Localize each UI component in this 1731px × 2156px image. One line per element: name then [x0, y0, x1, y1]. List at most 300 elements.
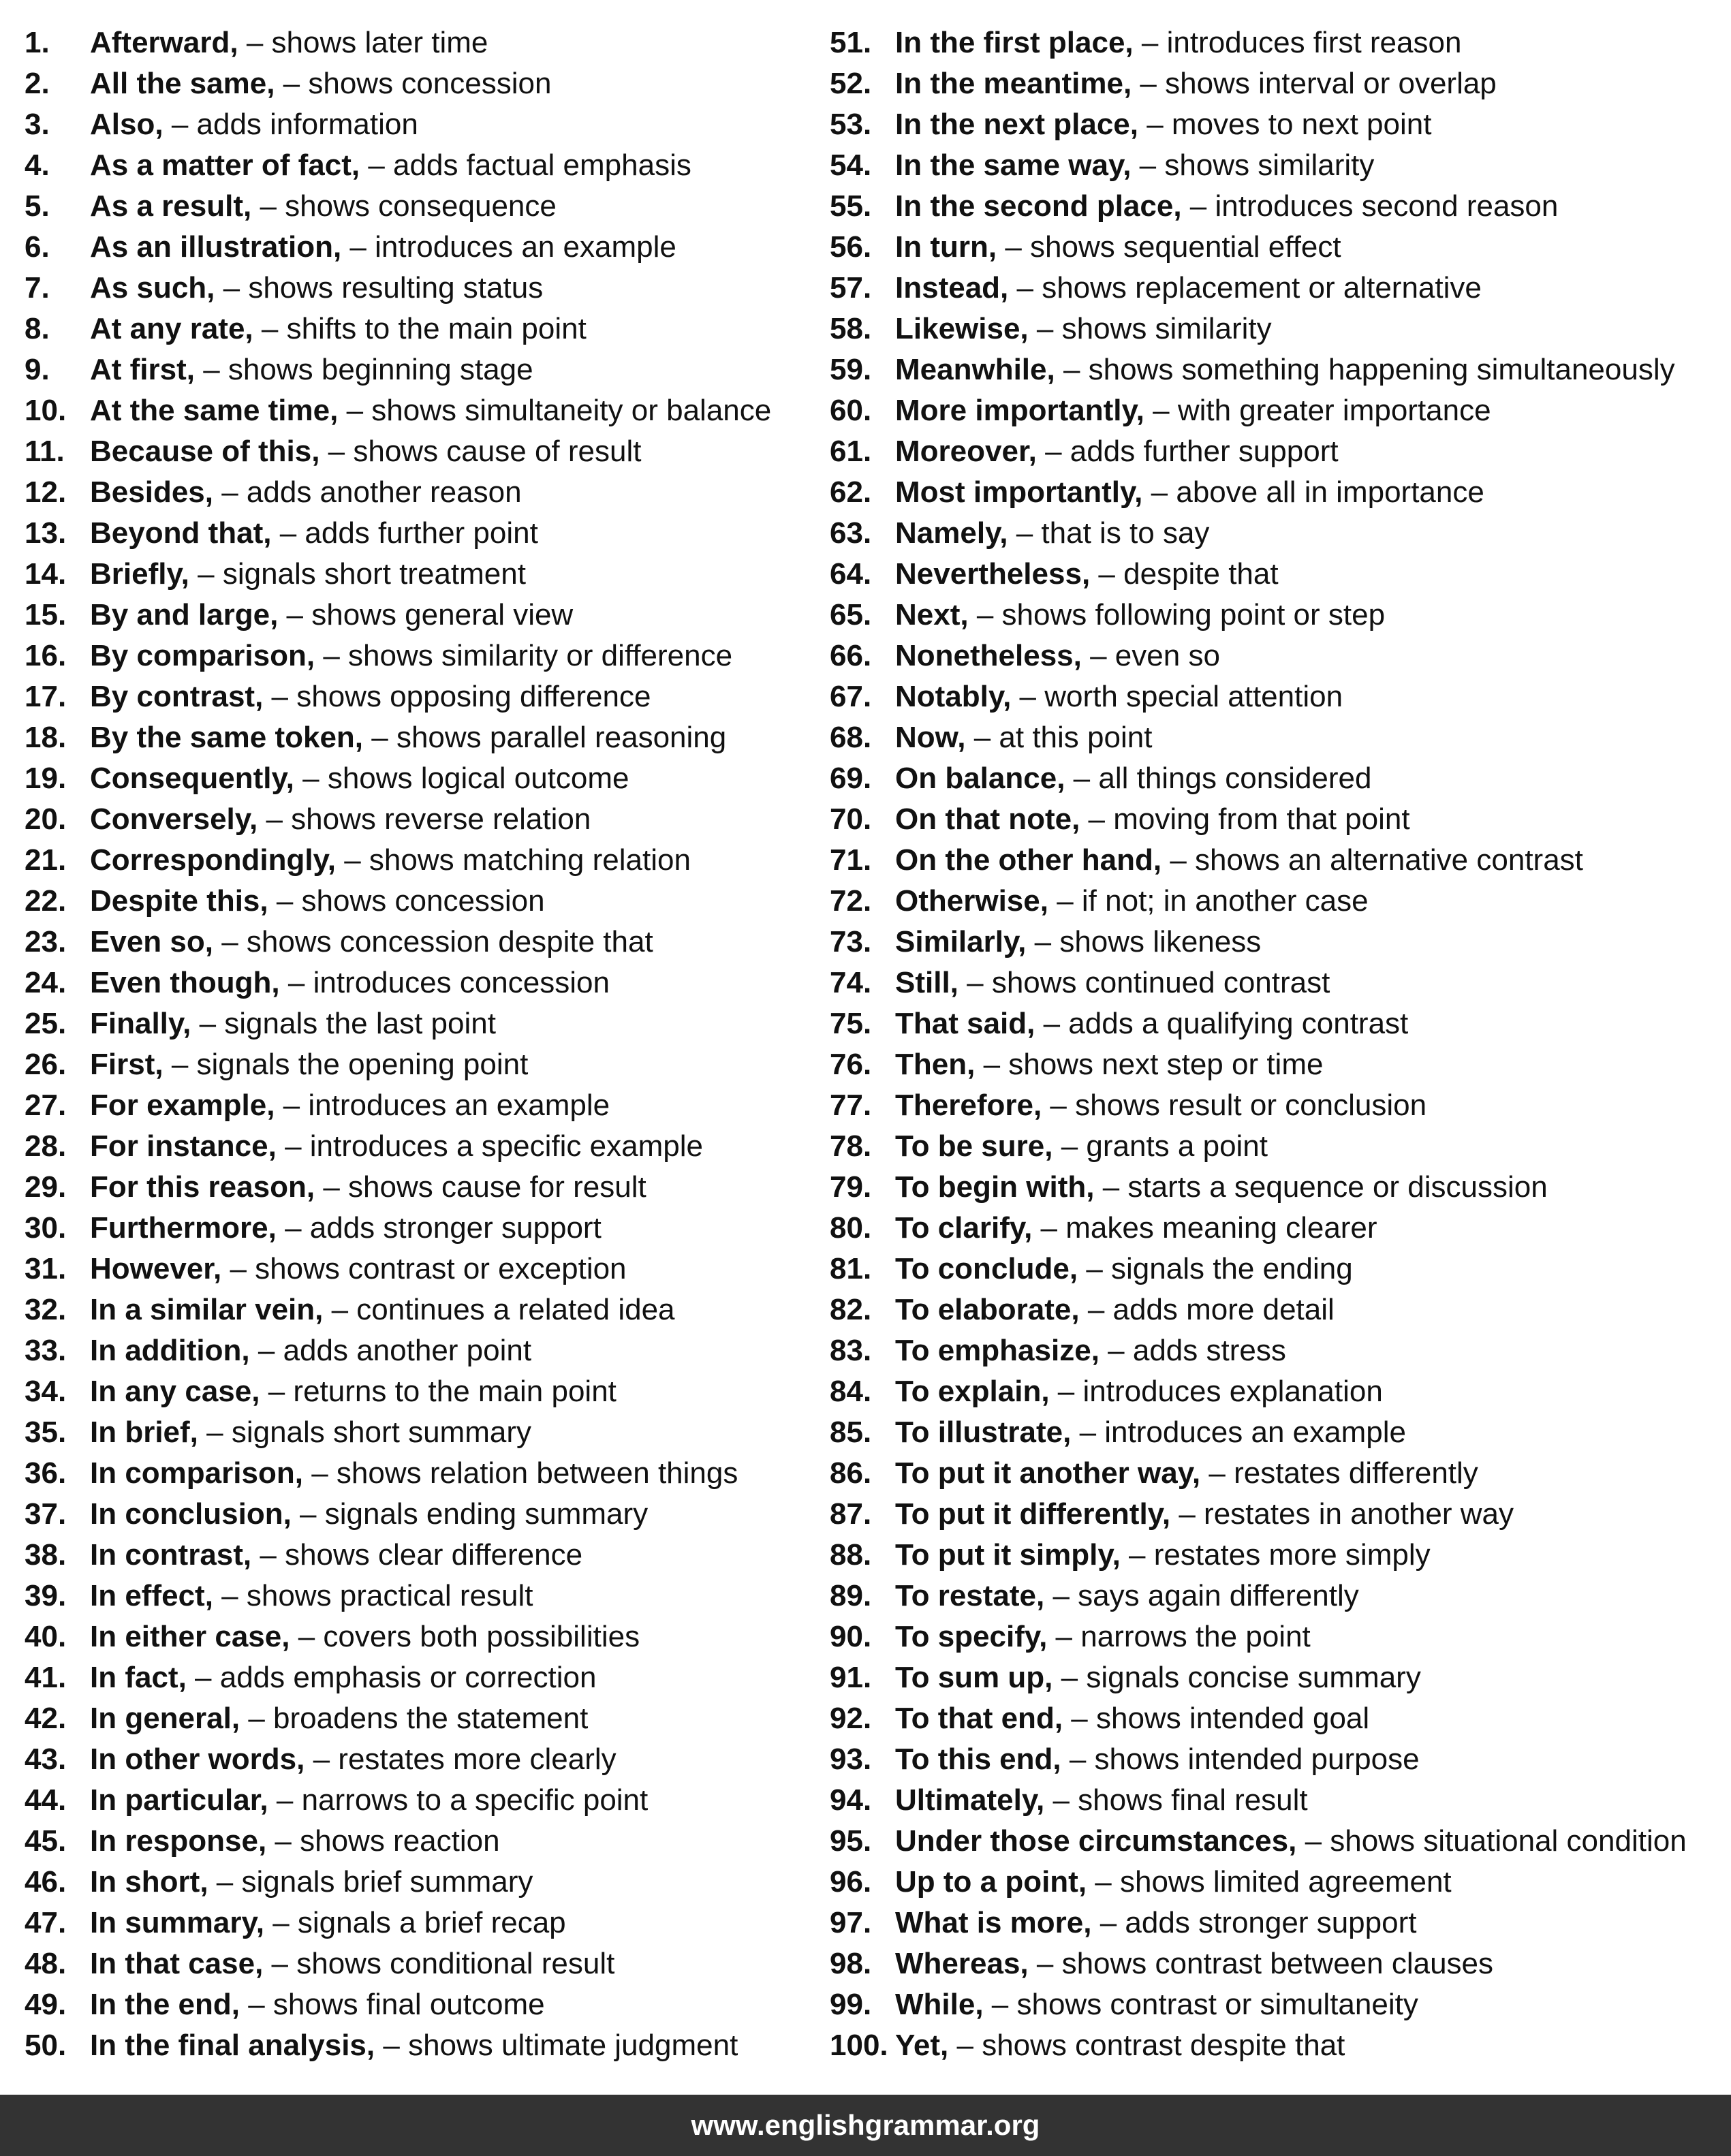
term-description: – shows an alternative contrast — [1170, 843, 1583, 877]
item-number: 52. — [830, 67, 872, 100]
transition-term: Under those circumstances, — [895, 1824, 1297, 1858]
term-description: – signals a brief recap — [272, 1906, 566, 1939]
term-description: – shows limited agreement — [1095, 1865, 1452, 1899]
list-item — [830, 1494, 1729, 1535]
transition-term: For example, — [90, 1089, 275, 1122]
item-number: 74. — [830, 966, 872, 999]
term-description: – shows contrast or simultaneity — [991, 1988, 1418, 2021]
transition-term: For instance, — [90, 1129, 277, 1163]
term-description: – covers both possibilities — [298, 1620, 640, 1653]
item-number: 7. — [25, 271, 50, 304]
transition-term: To that end, — [895, 1702, 1063, 1735]
list-item — [830, 1003, 1729, 1044]
term-description: – worth special attention — [1019, 680, 1343, 713]
transition-term: In turn, — [895, 230, 997, 264]
list-item — [830, 636, 1729, 676]
item-number: 56. — [830, 230, 872, 264]
list-item — [25, 1616, 822, 1657]
item-number: 39. — [25, 1579, 67, 1612]
item-number: 35. — [25, 1416, 67, 1449]
term-description: – returns to the main point — [268, 1375, 617, 1408]
list-item — [830, 1290, 1729, 1330]
list-item — [25, 1085, 822, 1126]
list-item — [25, 840, 822, 881]
transition-term: Now, — [895, 721, 966, 754]
transition-term: To conclude, — [895, 1252, 1078, 1285]
item-number: 97. — [830, 1906, 872, 1939]
transition-term: In the final analysis, — [90, 2029, 375, 2062]
list-item — [830, 1780, 1729, 1821]
list-item — [25, 1167, 822, 1208]
term-description: – shows relation between things — [311, 1456, 738, 1490]
item-number: 83. — [830, 1334, 872, 1367]
term-description: – shows continued contrast — [967, 966, 1330, 999]
term-description: – adds more detail — [1087, 1293, 1335, 1326]
term-description: – shows concession despite that — [221, 925, 653, 958]
transition-term: To sum up, — [895, 1661, 1053, 1694]
term-description: – signals the last point — [199, 1007, 496, 1040]
list-item — [25, 1126, 822, 1167]
term-description: – narrows the point — [1055, 1620, 1311, 1653]
list-item — [25, 1044, 822, 1085]
transition-term: To specify, — [895, 1620, 1048, 1653]
term-description: – adds further point — [279, 516, 538, 550]
term-description: – adds factual emphasis — [368, 149, 691, 182]
item-number: 22. — [25, 884, 67, 918]
list-item — [830, 309, 1729, 349]
term-description: – shows reaction — [275, 1824, 500, 1858]
transition-term: Still, — [895, 966, 958, 999]
transition-term: In the second place, — [895, 189, 1182, 223]
transition-term: What is more, — [895, 1906, 1092, 1939]
transition-term: For this reason, — [90, 1170, 315, 1204]
item-number: 28. — [25, 1129, 67, 1163]
transition-term: In a similar vein, — [90, 1293, 324, 1326]
item-number: 51. — [830, 26, 872, 59]
item-number: 15. — [25, 598, 67, 631]
item-number: 10. — [25, 394, 67, 427]
term-description: – despite that — [1098, 557, 1279, 591]
item-number: 86. — [830, 1456, 872, 1490]
list-item — [25, 63, 822, 104]
transition-term: To be sure, — [895, 1129, 1053, 1163]
item-number: 60. — [830, 394, 872, 427]
list-item — [830, 390, 1729, 431]
list-item — [25, 1984, 822, 2025]
list-item — [830, 1126, 1729, 1167]
transition-term: To put it differently, — [895, 1497, 1171, 1531]
list-item — [25, 799, 822, 840]
term-description: – shifts to the main point — [261, 312, 587, 345]
item-number: 37. — [25, 1497, 67, 1531]
item-number: 49. — [25, 1988, 67, 2021]
item-number: 68. — [830, 721, 872, 754]
list-item — [25, 309, 822, 349]
list-item — [830, 104, 1729, 145]
transition-term: In effect, — [90, 1579, 213, 1612]
footer-website: www.englishgrammar.org — [691, 2109, 1040, 2141]
transition-term: By contrast, — [90, 680, 264, 713]
transition-term: In comparison, — [90, 1456, 303, 1490]
list-item — [830, 840, 1729, 881]
item-number: 50. — [25, 2029, 67, 2062]
transition-term: Namely, — [895, 516, 1008, 550]
term-description: – shows later time — [246, 26, 488, 59]
term-description: – signals brief summary — [216, 1865, 533, 1899]
transition-term: In short, — [90, 1865, 208, 1899]
list-item — [830, 1576, 1729, 1616]
item-number: 36. — [25, 1456, 67, 1490]
item-number: 62. — [830, 475, 872, 509]
term-description: – shows similarity or difference — [323, 639, 733, 672]
list-item — [830, 227, 1729, 268]
list-item — [830, 1616, 1729, 1657]
item-number: 63. — [830, 516, 872, 550]
list-item — [25, 881, 822, 922]
term-description: – shows likeness — [1034, 925, 1262, 958]
item-number: 20. — [25, 802, 67, 836]
list-item — [830, 22, 1729, 63]
term-description: – with greater importance — [1153, 394, 1491, 427]
term-description: – shows similarity — [1139, 149, 1375, 182]
item-number: 4. — [25, 149, 50, 182]
list-item — [25, 717, 822, 758]
term-description: – introduces first reason — [1141, 26, 1462, 59]
list-item — [25, 595, 822, 636]
transition-term: By and large, — [90, 598, 279, 631]
list-item — [830, 1044, 1729, 1085]
term-description: – shows contrast despite that — [956, 2029, 1345, 2062]
list-item — [830, 922, 1729, 963]
transition-term: Beyond that, — [90, 516, 272, 550]
transition-term: In addition, — [90, 1334, 250, 1367]
list-item — [25, 1576, 822, 1616]
transition-term: To explain, — [895, 1375, 1050, 1408]
list-item — [25, 1698, 822, 1739]
item-number: 98. — [830, 1947, 872, 1980]
term-description: – adds information — [171, 108, 418, 141]
item-number: 44. — [25, 1783, 67, 1817]
item-number: 40. — [25, 1620, 67, 1653]
transition-term: That said, — [895, 1007, 1035, 1040]
term-description: – narrows to a specific point — [276, 1783, 649, 1817]
list-item — [25, 1780, 822, 1821]
term-description: – shows contrast between clauses — [1036, 1947, 1494, 1980]
transition-term: Next, — [895, 598, 969, 631]
item-number: 100. — [830, 2029, 888, 2062]
transition-term: Consequently, — [90, 762, 294, 795]
transition-term: In summary, — [90, 1906, 264, 1939]
list-item — [830, 1167, 1729, 1208]
item-number: 84. — [830, 1375, 872, 1408]
list-item — [830, 717, 1729, 758]
list-item — [830, 513, 1729, 554]
list-item — [25, 431, 822, 472]
transition-term: In the next place, — [895, 108, 1138, 141]
item-number: 58. — [830, 312, 872, 345]
item-number: 8. — [25, 312, 50, 345]
item-number: 93. — [830, 1743, 872, 1776]
item-number: 70. — [830, 802, 872, 836]
list-item — [25, 1494, 822, 1535]
item-number: 92. — [830, 1702, 872, 1735]
transition-term: In particular, — [90, 1783, 268, 1817]
term-description: – makes meaning clearer — [1040, 1211, 1377, 1245]
term-description: – at this point — [973, 721, 1153, 754]
list-item — [830, 963, 1729, 1003]
term-description: – shows clear difference — [260, 1538, 583, 1572]
item-number: 34. — [25, 1375, 67, 1408]
transition-term: In fact, — [90, 1661, 187, 1694]
transition-term: Nonetheless, — [895, 639, 1082, 672]
term-description: – shows beginning stage — [203, 353, 533, 386]
transition-term: In contrast, — [90, 1538, 252, 1572]
transition-term: To restate, — [895, 1579, 1045, 1612]
item-number: 54. — [830, 149, 872, 182]
item-number: 2. — [25, 67, 50, 100]
transition-term: Even though, — [90, 966, 280, 999]
list-item — [830, 1085, 1729, 1126]
term-description: – shows sequential effect — [1005, 230, 1341, 264]
transition-term: To begin with, — [895, 1170, 1095, 1204]
term-description: – introduces a specific example — [285, 1129, 703, 1163]
item-number: 1. — [25, 26, 50, 59]
item-number: 13. — [25, 516, 67, 550]
term-description: – restates more simply — [1129, 1538, 1431, 1572]
list-item — [830, 1903, 1729, 1943]
transition-term: Even so, — [90, 925, 213, 958]
item-number: 71. — [830, 843, 872, 877]
transition-term: In any case, — [90, 1375, 260, 1408]
list-item — [25, 22, 822, 63]
term-description: – shows final outcome — [248, 1988, 545, 2021]
item-number: 16. — [25, 639, 67, 672]
list-item — [25, 1862, 822, 1903]
item-number: 89. — [830, 1579, 872, 1612]
list-item — [830, 1412, 1729, 1453]
list-item — [25, 227, 822, 268]
term-description: – shows consequence — [260, 189, 557, 223]
transition-term: First, — [90, 1048, 163, 1081]
transition-term: At the same time, — [90, 394, 339, 427]
item-number: 31. — [25, 1252, 67, 1285]
list-item — [830, 1371, 1729, 1412]
item-number: 72. — [830, 884, 872, 918]
item-number: 78. — [830, 1129, 872, 1163]
term-description: – signals short treatment — [198, 557, 526, 591]
term-description: – introduces concession — [287, 966, 610, 999]
term-description: – continues a related idea — [331, 1293, 675, 1326]
transition-term: Briefly, — [90, 557, 189, 591]
transition-term: Otherwise, — [895, 884, 1048, 918]
term-description: – if not; in another case — [1057, 884, 1369, 918]
transition-term: All the same, — [90, 67, 275, 100]
term-description: – introduces an example — [1079, 1416, 1406, 1449]
item-number: 57. — [830, 271, 872, 304]
term-description: – broadens the statement — [248, 1702, 589, 1735]
term-description: – shows contrast or exception — [230, 1252, 627, 1285]
item-number: 90. — [830, 1620, 872, 1653]
list-item — [25, 1371, 822, 1412]
list-item — [830, 758, 1729, 799]
item-number: 55. — [830, 189, 872, 223]
term-description: – introduces an example — [283, 1089, 610, 1122]
term-description: – shows situational condition — [1305, 1824, 1687, 1858]
transition-term: Furthermore, — [90, 1211, 277, 1245]
term-description: – shows replacement or alternative — [1016, 271, 1482, 304]
list-item — [830, 1208, 1729, 1249]
transition-term: To put it simply, — [895, 1538, 1121, 1572]
term-description: – starts a sequence or discussion — [1102, 1170, 1548, 1204]
list-item — [830, 145, 1729, 186]
item-number: 76. — [830, 1048, 872, 1081]
term-description: – shows practical result — [221, 1579, 533, 1612]
item-number: 42. — [25, 1702, 67, 1735]
transition-term: On the other hand, — [895, 843, 1162, 877]
term-description: – shows following point or step — [976, 598, 1386, 631]
transition-term: While, — [895, 1988, 984, 2021]
term-description: – shows something happening simultaneously — [1063, 353, 1675, 386]
list-item — [25, 1453, 822, 1494]
transition-term: To clarify, — [895, 1211, 1033, 1245]
list-item — [25, 1943, 822, 1984]
transition-term: Nevertheless, — [895, 557, 1091, 591]
list-item — [25, 513, 822, 554]
item-number: 95. — [830, 1824, 872, 1858]
list-item — [830, 349, 1729, 390]
item-number: 21. — [25, 843, 67, 877]
transition-term: In other words, — [90, 1743, 305, 1776]
transition-term: To this end, — [895, 1743, 1061, 1776]
item-number: 3. — [25, 108, 50, 141]
list-item — [25, 1290, 822, 1330]
list-item — [25, 1535, 822, 1576]
term-description: – shows intended goal — [1071, 1702, 1370, 1735]
list-item — [25, 1739, 822, 1780]
transition-term: Notably, — [895, 680, 1012, 713]
list-item — [25, 963, 822, 1003]
term-description: – adds stress — [1108, 1334, 1286, 1367]
transition-term: In general, — [90, 1702, 240, 1735]
transition-term: Similarly, — [895, 925, 1027, 958]
item-number: 91. — [830, 1661, 872, 1694]
footer-bar — [0, 2095, 1731, 2156]
list-item — [25, 145, 822, 186]
transition-term: As an illustration, — [90, 230, 342, 264]
transition-term: Finally, — [90, 1007, 191, 1040]
item-number: 85. — [830, 1416, 872, 1449]
item-number: 94. — [830, 1783, 872, 1817]
term-description: – says again differently — [1052, 1579, 1359, 1612]
item-number: 27. — [25, 1089, 67, 1122]
term-description: – signals short summary — [206, 1416, 531, 1449]
transition-term: Conversely, — [90, 802, 258, 836]
term-description: – introduces an example — [349, 230, 676, 264]
term-description: – signals the ending — [1086, 1252, 1353, 1285]
item-number: 26. — [25, 1048, 67, 1081]
term-description: – restates in another way — [1179, 1497, 1514, 1531]
term-description: – adds another point — [258, 1334, 532, 1367]
list-item — [25, 636, 822, 676]
list-item — [25, 758, 822, 799]
item-number: 81. — [830, 1252, 872, 1285]
term-description: – shows reverse relation — [266, 802, 591, 836]
list-item — [25, 1330, 822, 1371]
transition-term: As such, — [90, 271, 215, 304]
transition-term: By the same token, — [90, 721, 364, 754]
term-description: – restates more clearly — [313, 1743, 617, 1776]
list-item — [25, 1657, 822, 1698]
list-item — [830, 186, 1729, 227]
term-description: – shows cause for result — [323, 1170, 646, 1204]
transition-term: In brief, — [90, 1416, 198, 1449]
list-item — [830, 1657, 1729, 1698]
transition-term: Afterward, — [90, 26, 238, 59]
term-description: – moves to next point — [1147, 108, 1432, 141]
list-item — [25, 676, 822, 717]
list-item — [25, 922, 822, 963]
list-item — [25, 1821, 822, 1862]
list-item — [830, 1739, 1729, 1780]
transition-term: Besides, — [90, 475, 213, 509]
term-description: – adds further support — [1045, 435, 1339, 468]
transition-term: Therefore, — [895, 1089, 1042, 1122]
item-number: 82. — [830, 1293, 872, 1326]
term-description: – shows concession — [276, 884, 545, 918]
item-number: 24. — [25, 966, 67, 999]
term-description: – that is to say — [1016, 516, 1210, 550]
item-number: 69. — [830, 762, 872, 795]
list-item — [830, 431, 1729, 472]
term-description: – even so — [1090, 639, 1220, 672]
transition-term: Meanwhile, — [895, 353, 1055, 386]
item-number: 79. — [830, 1170, 872, 1204]
term-description: – adds a qualifying contrast — [1043, 1007, 1409, 1040]
transition-term: Correspondingly, — [90, 843, 336, 877]
list-item — [25, 390, 822, 431]
item-number: 11. — [25, 435, 65, 468]
transition-term: More importantly, — [895, 394, 1144, 427]
term-description: – signals the opening point — [171, 1048, 529, 1081]
term-description: – restates differently — [1208, 1456, 1478, 1490]
item-number: 33. — [25, 1334, 67, 1367]
item-number: 45. — [25, 1824, 67, 1858]
list-item — [830, 881, 1729, 922]
list-item — [830, 472, 1729, 513]
item-number: 59. — [830, 353, 872, 386]
item-number: 12. — [25, 475, 67, 509]
transition-term: At first, — [90, 353, 195, 386]
transition-term: In the same way, — [895, 149, 1132, 182]
item-number: 38. — [25, 1538, 67, 1572]
transition-term: On that note, — [895, 802, 1080, 836]
item-number: 87. — [830, 1497, 872, 1531]
list-item — [25, 1903, 822, 1943]
item-number: 64. — [830, 557, 872, 591]
transition-term: In that case, — [90, 1947, 264, 1980]
term-description: – introduces explanation — [1057, 1375, 1383, 1408]
list-item — [830, 1535, 1729, 1576]
list-item — [830, 2025, 1729, 2066]
list-item — [25, 2025, 822, 2066]
transition-term: On balance, — [895, 762, 1065, 795]
transition-term: Despite this, — [90, 884, 268, 918]
transition-term: Ultimately, — [895, 1783, 1045, 1817]
term-description: – adds another reason — [221, 475, 522, 509]
transition-term: Likewise, — [895, 312, 1029, 345]
transition-term: Instead, — [895, 271, 1009, 304]
item-number: 30. — [25, 1211, 67, 1245]
